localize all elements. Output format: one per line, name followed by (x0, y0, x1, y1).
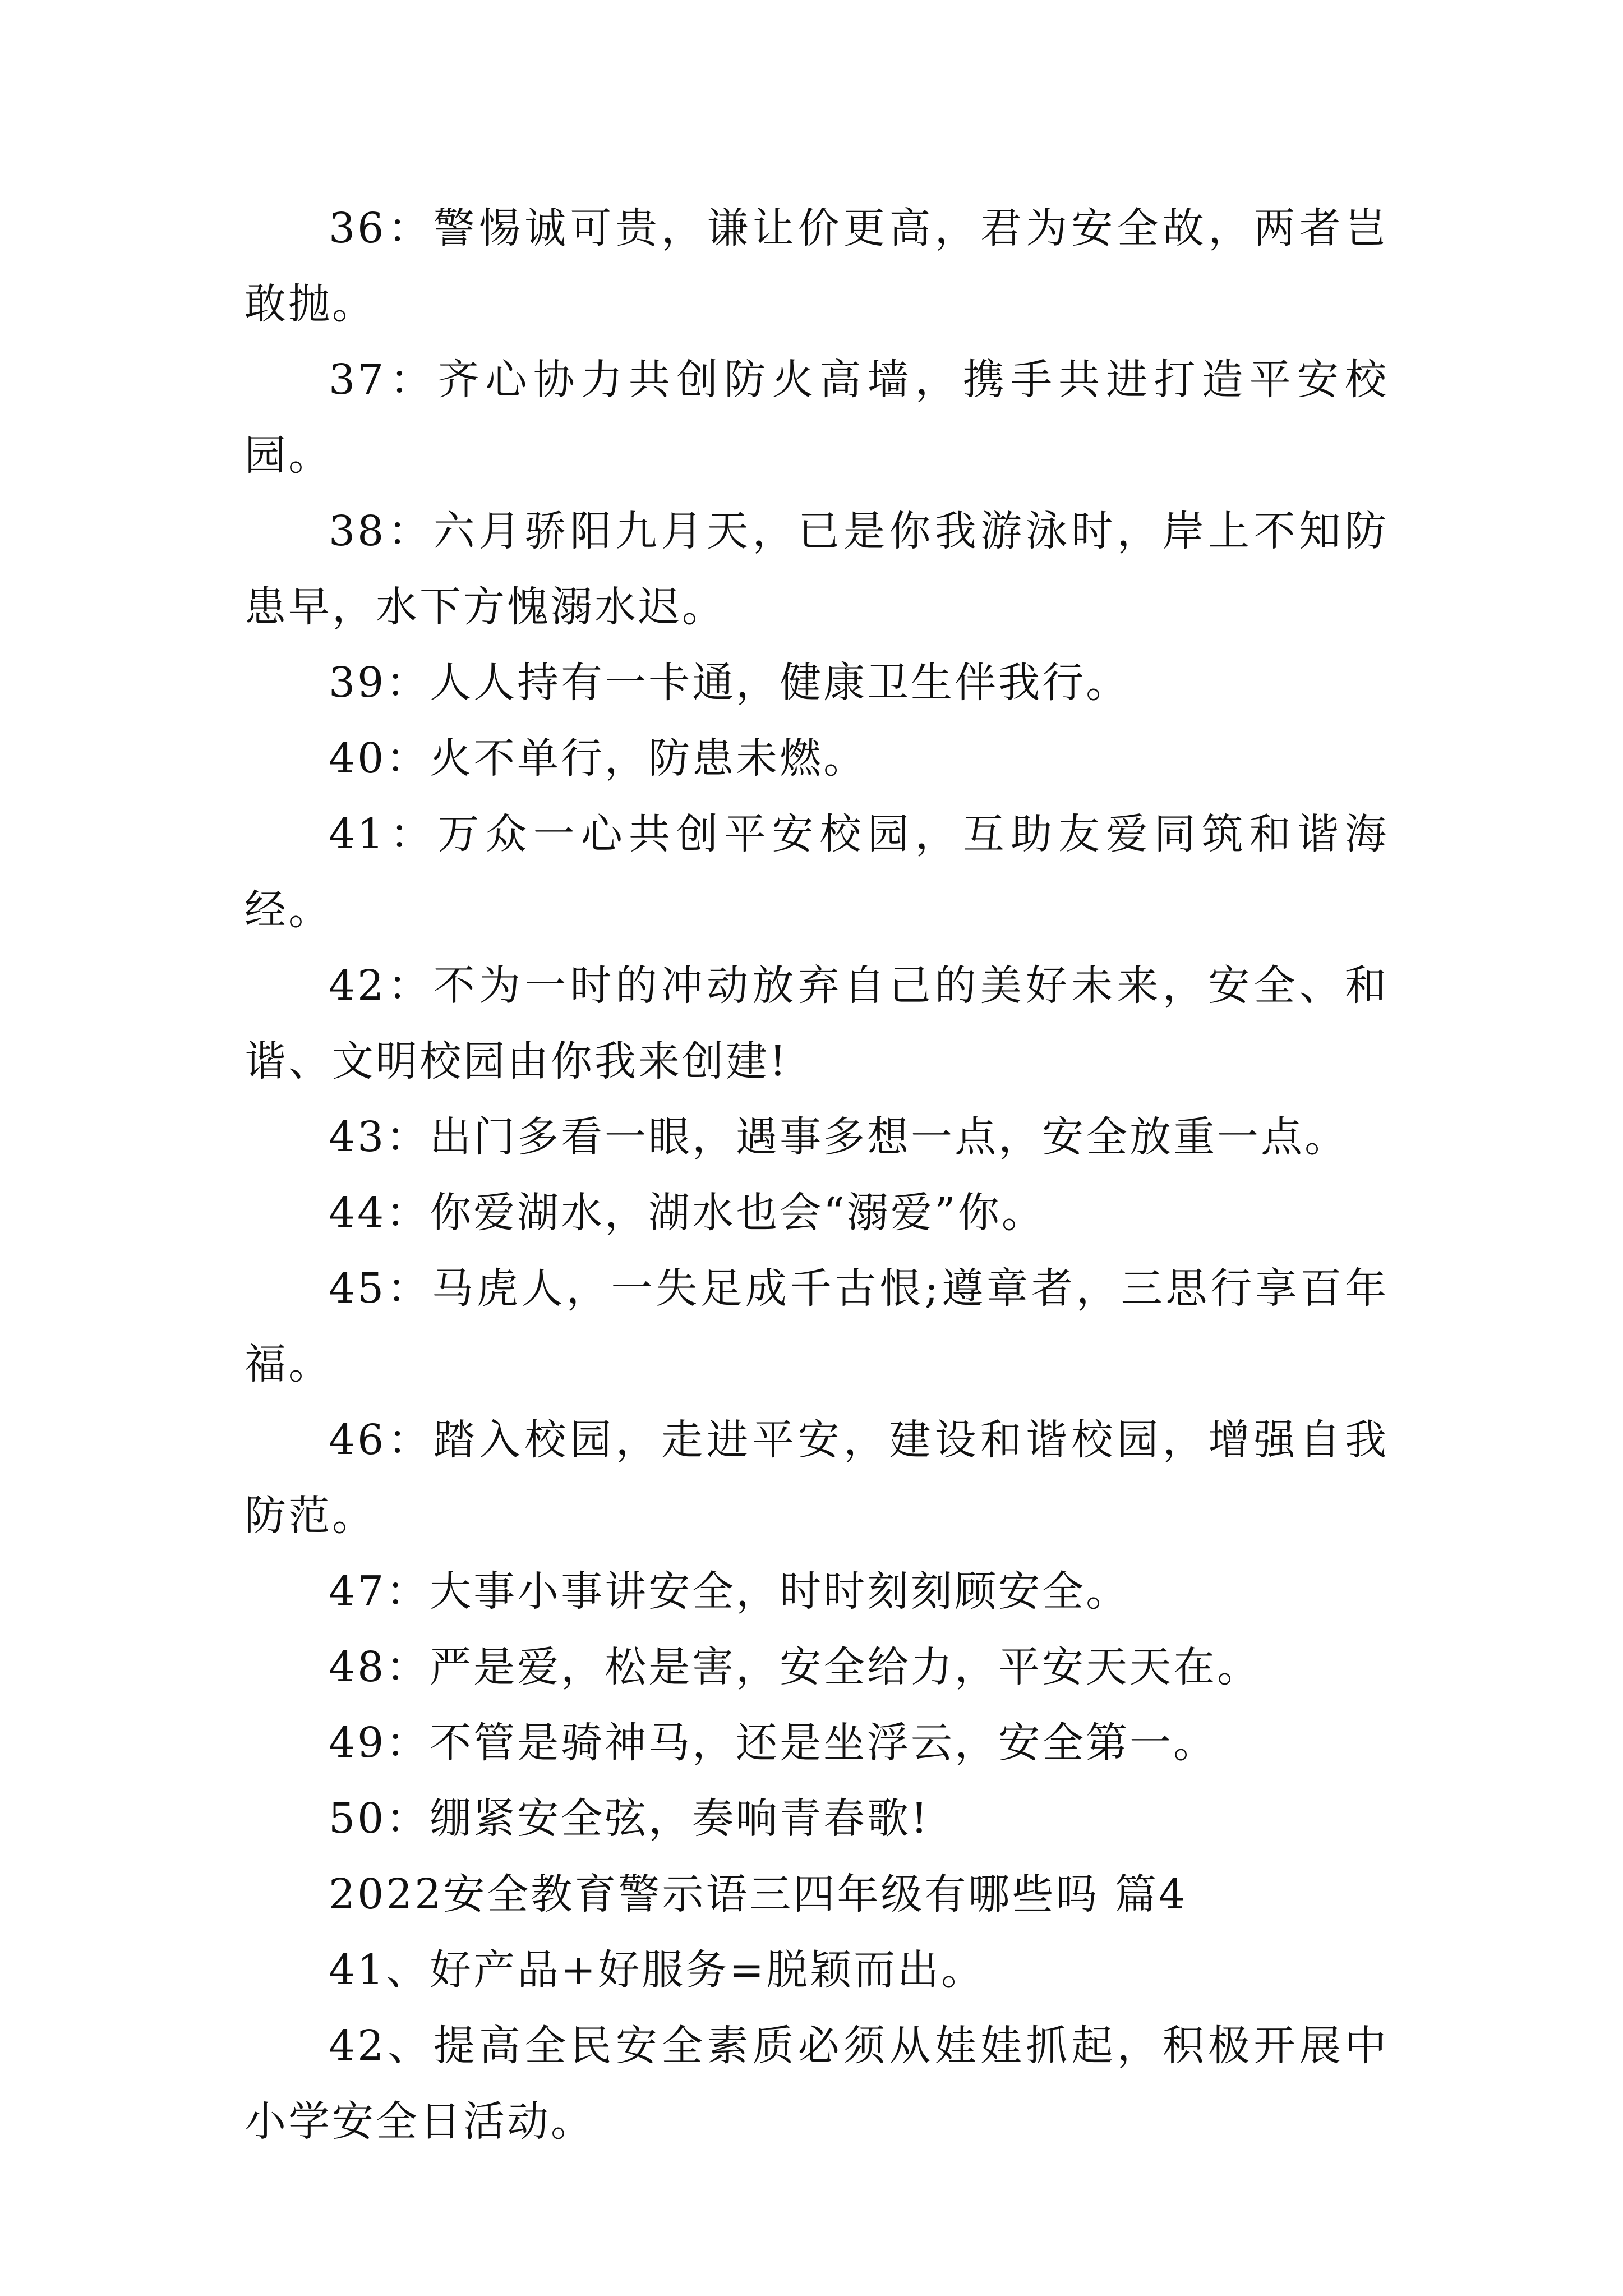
paragraph-44: 44：你爱湖水，湖水也会“溺爱”你。 (329, 1189, 1045, 1237)
paragraph-48: 48：严是爱，松是害，安全给力，平安天天在。 (329, 1643, 1261, 1691)
paragraph-42b: 42、提高全民安全素质必须从娃娃抓起，积极开展中小学安全日活动。 (245, 2022, 1389, 2146)
paragraph-37: 37：齐心协力共创防火高墙，携手共进打造平安校园。 (245, 356, 1389, 480)
paragraph-50: 50：绷紧安全弦，奏响青春歌! (329, 1795, 930, 1843)
paragraph-42: 42：不为一时的冲动放弃自己的美好未来，安全、和谐、文明校园由你我来创建! (245, 961, 1389, 1085)
paragraph-43: 43：出门多看一眼，遇事多想一点，安全放重一点。 (329, 1113, 1349, 1161)
section-heading: 2022安全教育警示语三四年级有哪些吗 篇4 (329, 1870, 1187, 1918)
paragraph-47: 47：大事小事讲安全，时时刻刻顾安全。 (329, 1567, 1130, 1616)
paragraph-38: 38：六月骄阳九月天，已是你我游泳时，岸上不知防患早，水下方愧溺水迟。 (245, 507, 1389, 631)
paragraph-41b: 41、好产品+好服务=脱颖而出。 (329, 1946, 985, 1994)
paragraph-36: 36：警惕诚可贵，谦让价更高，君为安全故，两者岂敢抛。 (245, 204, 1389, 328)
paragraph-39: 39：人人持有一卡通，健康卫生伴我行。 (329, 659, 1130, 707)
paragraph-40: 40：火不单行，防患未燃。 (329, 734, 868, 783)
paragraph-41: 41：万众一心共创平安校园，互助友爱同筑和谐海经。 (245, 810, 1389, 934)
paragraph-45: 45：马虎人，一失足成千古恨;遵章者，三思行享百年福。 (245, 1264, 1389, 1388)
document-body (245, 191, 1389, 2160)
paragraph-46: 46：踏入校园，走进平安，建设和谐校园，增强自我防范。 (245, 1416, 1389, 1540)
paragraph-49: 49：不管是骑神马，还是坐浮云，安全第一。 (329, 1719, 1218, 1767)
